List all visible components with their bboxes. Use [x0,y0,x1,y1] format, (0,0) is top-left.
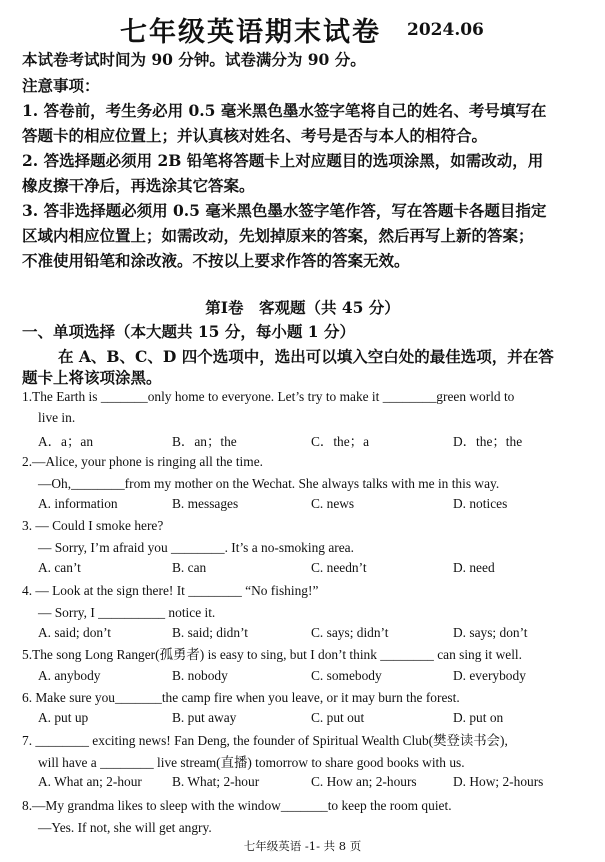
notice-line: 2. 答选择题必须用 2B 铅笔将答题卡上对应题目的选项涂黑，如需改动，用 [22,151,544,170]
option-a: A. can’t [38,560,81,575]
option-b: B. put away [172,710,237,725]
option-b: B. What; 2-hour [172,774,260,789]
option-c: C. says; didn’t [311,625,389,640]
part-title: 一、单项选择（本大题共 15 分，每小题 1 分） [22,322,355,341]
option-a: A. anybody [38,668,101,683]
question-stem: 2.—Alice, your phone is ringing all the time. [22,454,263,469]
option-b: B．an；the [172,434,237,449]
question-stem: 8.—My grandma likes to sleep with the window_______to keep the room quiet. [22,798,452,813]
question-stem: —Oh,________from my mother on the Wechat. She always talks with me in this way. [38,476,500,491]
notice-line: 3. 答非选择题必须用 0.5 毫米黑色墨水签字笔作答，写在答题卡各题目指定 [22,201,547,220]
option-c: C. somebody [311,668,382,683]
option-b: B. can [172,560,207,575]
option-d: D. put on [453,710,504,725]
option-c: C．the；a [311,434,370,449]
option-a: A. put up [38,710,89,725]
page-title: 七年级英语期末试卷 [120,17,381,48]
header [0,10,605,48]
question-stem: 5.The song Long Ranger(孤勇者) is easy to sing, but I don’t think ________ can sing it well. [22,647,522,662]
option-a: A. What an; 2-hour [38,774,142,789]
part-instructions: 题卡上将该项涂黑。 [22,368,162,387]
question-stem: — Sorry, I __________ notice it. [38,605,216,620]
option-d: D. need [453,560,495,575]
question-stem: 4. — Look at the sign there! It ________ “No fishing!” [22,583,319,598]
question-stem: 1.The Earth is _______only home to everyone. Let’s try to make it ________green world to [22,389,515,404]
question-stem: live in. [38,410,76,425]
option-d: D. How; 2-hours [453,774,544,789]
notice-line: 橡皮擦干净后，再选涂其它答案。 [22,176,255,195]
option-c: C. put out [311,710,365,725]
option-a: A. said; don’t [38,625,112,640]
option-d: D. says; don’t [453,625,528,640]
notice-line: 不准使用铅笔和涂改液。不按以上要求作答的答案无效。 [22,251,410,270]
part-instructions: 在 A、B、C、D 四个选项中，选出可以填入空白处的最佳选项，并在答 [58,347,554,366]
option-a: A．a；an [38,434,94,449]
question-stem: — Sorry, I’m afraid you ________. It’s a no-smoking area. [38,540,354,555]
page-footer: 七年级英语 -1- 共 8 页 [243,839,362,853]
question-stem: will have a ________ live stream(直播) tomorrow to share good books with us. [38,755,465,770]
option-c: C. How an; 2-hours [311,774,417,789]
option-b: B. said; didn’t [172,625,249,640]
question-stem: —Yes. If not, she will get angry. [38,820,212,835]
notice-line: 1. 答卷前，考生务必用 0.5 毫米黑色墨水签字笔将自己的姓名、考号填写在 [22,101,547,120]
option-c: C. news [311,496,355,511]
option-d: D. notices [453,496,508,511]
option-b: B. messages [172,496,239,511]
notice-line: 本试卷考试时间为 90 分钟。试卷满分为 90 分。 [22,50,366,69]
option-c: C. needn’t [311,560,367,575]
question-stem: 7. ________ exciting news! Fan Deng, the founder of Spiritual Wealth Club(樊登读书会), [22,733,508,748]
option-d: D．the；the [453,434,523,449]
option-d: D. everybody [453,668,526,683]
notice-line: 注意事项： [22,76,100,95]
option-a: A. information [38,496,118,511]
option-b: B. nobody [172,668,228,683]
exam-date: 2024.06 [407,20,484,40]
question-stem: 6. Make sure you_______the camp fire when you leave, or it may burn the forest. [22,690,460,705]
notice-line: 区域内相应位置上；如需改动，先划掉原来的答案，然后再写上新的答案； [22,226,534,245]
notice-line: 答题卡的相应位置上；并认真核对姓名、考号是否与本人的相符合。 [22,126,488,145]
question-stem: 3. — Could I smoke here? [22,518,164,533]
section-title: 第Ⅰ卷 客观题（共 45 分） [205,298,400,317]
